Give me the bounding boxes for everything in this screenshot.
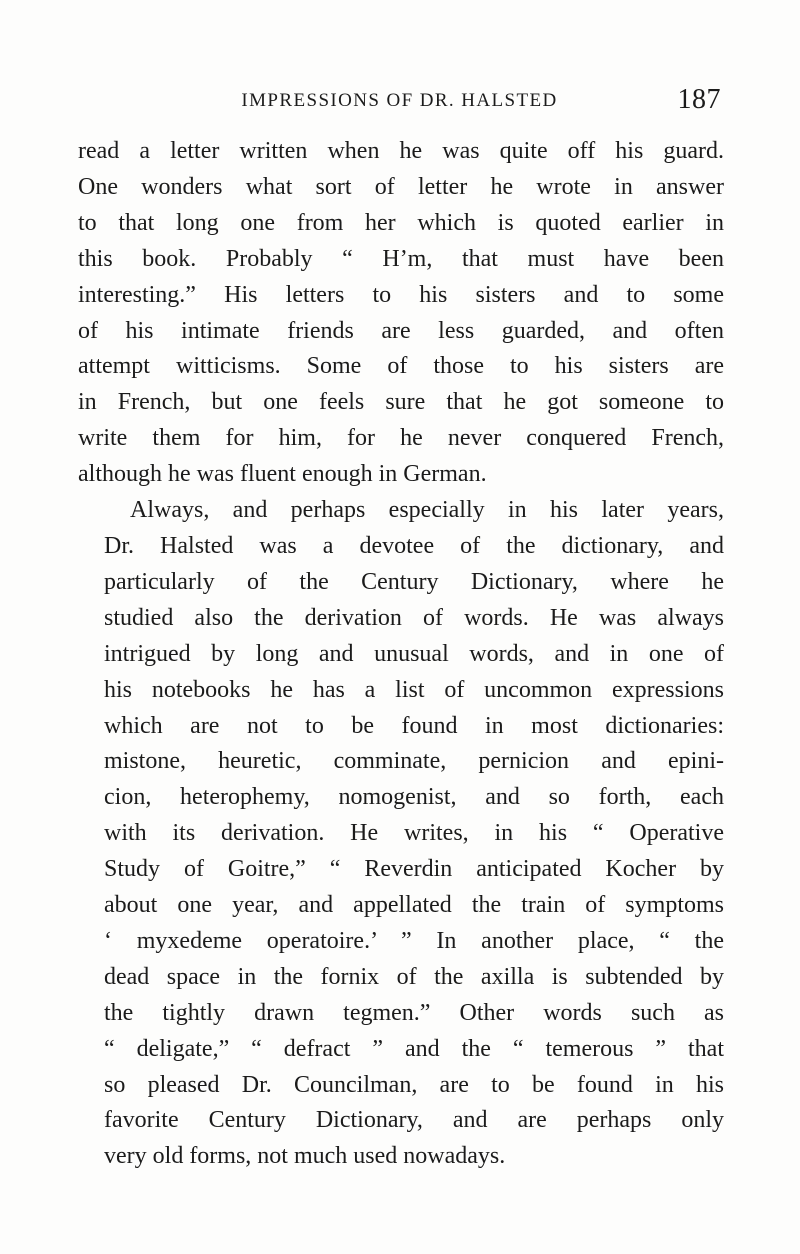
text-line: so pleased Dr. Councilman, are to be found in his (104, 1071, 724, 1098)
text-line: “ deligate,” “ defract ” and the “ temerous ” that (104, 1035, 724, 1062)
text-line: Always, and perhaps especially in his later years, (130, 497, 724, 524)
text-line: Study of Goitre,” “ Reverdin anticipated Kocher by (104, 856, 724, 883)
text-line: One wonders what sort of letter he wrote in answer (78, 173, 724, 200)
paragraph-2 (78, 493, 724, 1175)
text-line: intrigued by long and unusual words, and in one of (104, 640, 724, 667)
text-line: the tightly drawn tegmen.” Other words such as (104, 999, 724, 1026)
text-line: dead space in the fornix of the axilla is subtended by (104, 963, 724, 990)
text-line: to that long one from her which is quoted earlier in (78, 209, 724, 236)
text-line: mistone, heuretic, comminate, pernicion and epini- (104, 748, 724, 775)
text-line: although he was fluent enough in German. (78, 461, 487, 488)
text-line: in French, but one feels sure that he got someone to (78, 389, 724, 416)
text-line: his notebooks he has a list of uncommon expressions (104, 676, 724, 703)
text-line: with its derivation. He writes, in his “ Operative (104, 820, 724, 847)
page-number: 187 (677, 84, 721, 115)
text-line: ‘ myxedeme operatoire.’ ” In another place, “ the (104, 927, 724, 954)
text-line: very old forms, not much used nowadays. (104, 1143, 506, 1170)
body-text (78, 134, 724, 1175)
text-line: particularly of the Century Dictionary, where he (104, 568, 724, 595)
text-line: studied also the derivation of words. He was always (104, 604, 724, 631)
text-line: of his intimate friends are less guarded, and often (78, 317, 724, 344)
text-line: which are not to be found in most dictionaries: (104, 712, 724, 739)
text-line: this book. Probably “ H’m, that must have been (78, 245, 724, 272)
text-line: Dr. Halsted was a devotee of the dictionary, and (104, 532, 724, 559)
text-line: write them for him, for he never conquered French, (78, 425, 724, 452)
text-line: attempt witticisms. Some of those to his sisters are (78, 353, 724, 380)
text-line: read a letter written when he was quite off his guard. (78, 138, 724, 164)
text-line: about one year, and appellated the train of symptoms (104, 892, 724, 919)
running-head (78, 84, 721, 114)
text-line: favorite Century Dictionary, and are perhaps only (104, 1107, 724, 1134)
running-title: IMPRESSIONS OF DR. HALSTED (241, 90, 558, 111)
paragraph-1 (78, 134, 724, 493)
text-line: interesting.” His letters to his sisters and to some (78, 281, 724, 308)
text-line: cion, heterophemy, nomogenist, and so forth, each (104, 784, 724, 811)
